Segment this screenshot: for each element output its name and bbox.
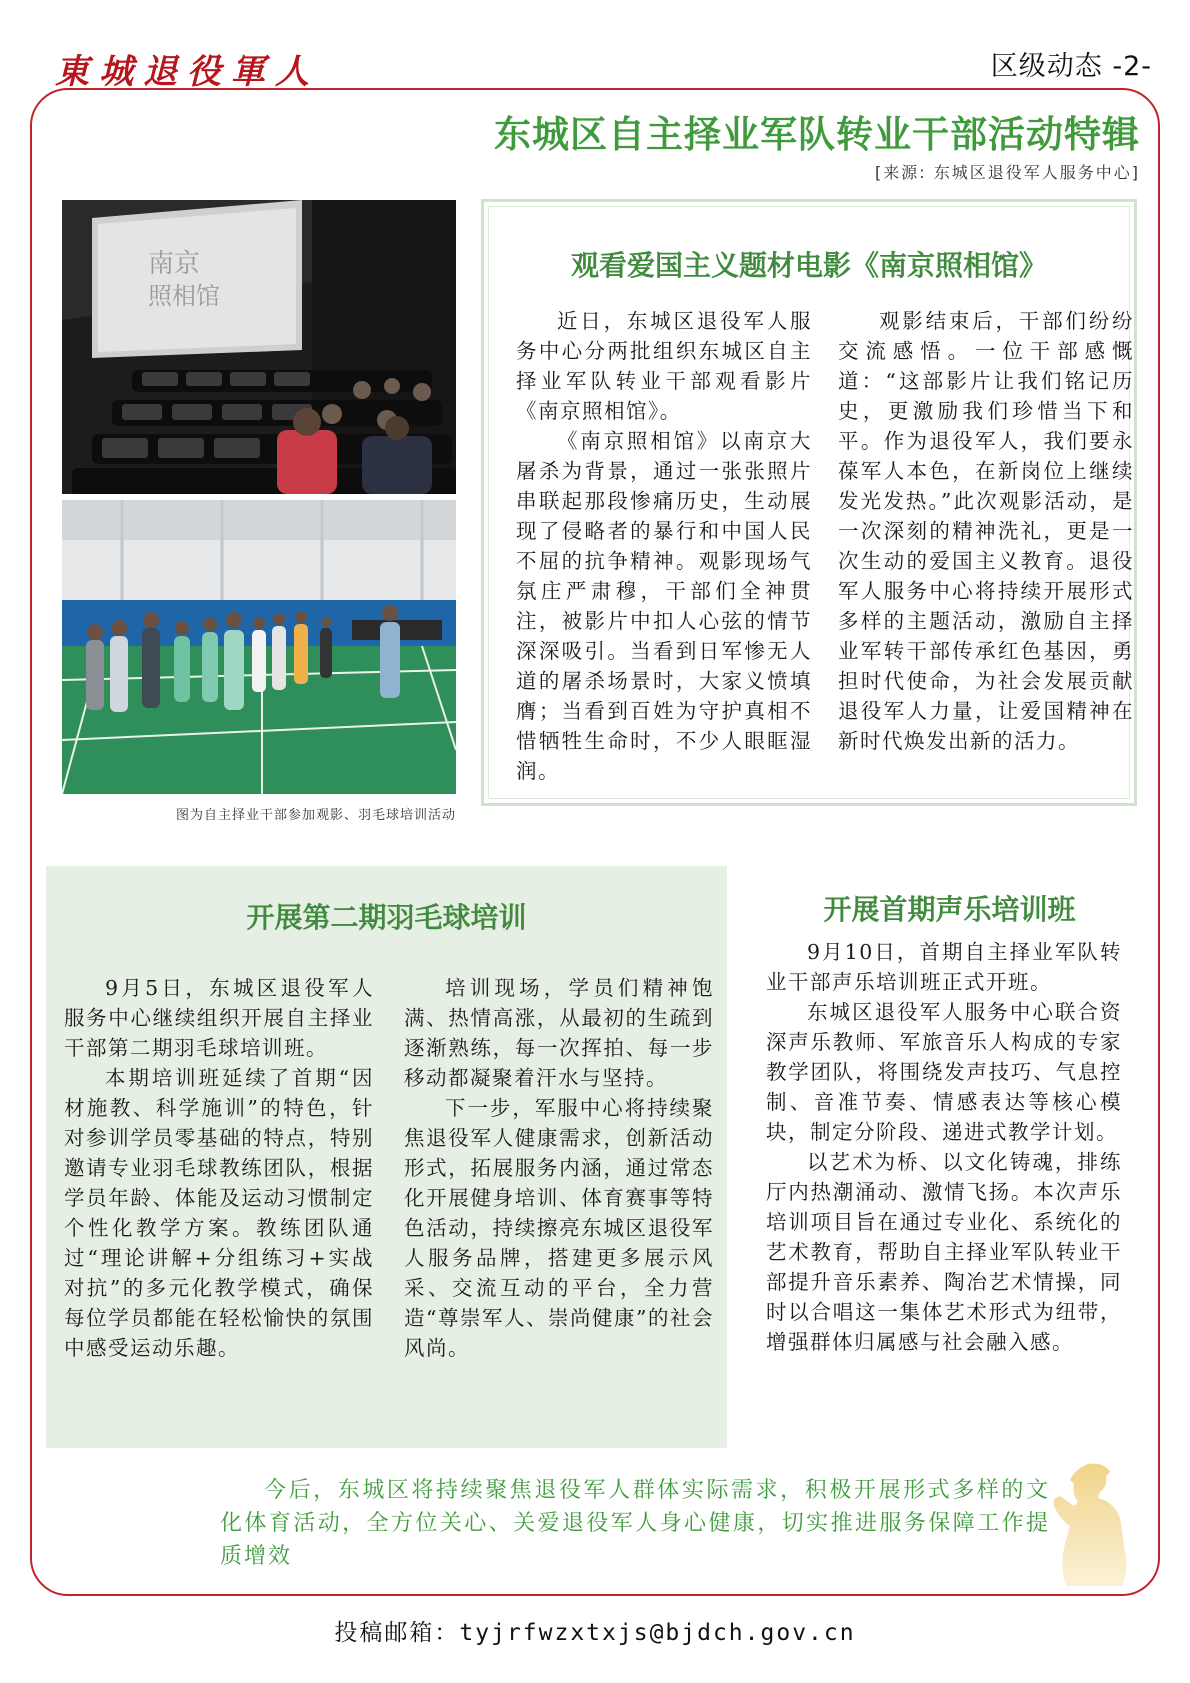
movie-column-2 [838,306,1134,756]
badminton-article [46,866,727,1448]
masthead-logo: 東城退役軍人 [55,52,319,92]
vocal-article-body [766,937,1122,1357]
badminton-column-1 [64,973,374,1363]
closing-statement [220,1474,1050,1573]
paragraph: 东城区退役军人服务中心联合资深声乐教师、军旅音乐人构成的专家教学团队，将围绕发声技巧、气息控制、音准节奏、情感表达等核心模块，制定分阶段、递进式教学计划。 [766,1000,1122,1144]
paragraph: 近日，东城区退役军人服务中心分两批组织东城区自主择业军队转业干部观看影片《南京照相馆》。 [516,309,812,423]
vocal-article-title: 开展首期声乐培训班 [823,893,1076,926]
paragraph: 以艺术为桥、以文化铸魂，排练厅内热潮涌动、激情飞扬。本次声乐培训项目旨在通过专业化、系统化的艺术教育，帮助自主择业军队转业干部提升音乐素养、陶冶艺术情操，同时以合唱这一集体艺术形式为纽带，增强群体归属感与社会融入感。 [766,1150,1122,1354]
movie-article-title: 观看爱国主义题材电影《南京照相馆》 [570,249,1047,282]
paragraph: 9月10日，首期自主择业军队转业干部声乐培训班正式开班。 [766,940,1122,994]
submission-email[interactable]: 投稿邮箱：tyjrfwzxtxjs@bjdch.gov.cn [334,1620,856,1646]
badminton-photo [62,500,456,794]
feature-title: 东城区自主择业军队转业干部活动特辑 [494,113,1140,156]
paragraph: 本期培训班延续了首期“因材施教、科学施训”的特色，针对参训学员零基础的特点，特别邀请专业羽毛球教练团队，根据学员年龄、体能及运动习惯制定个性化教学方案。教练团队通过“理论讲解+分组练习+实战对抗”的多元化教学模式，确保每位学员都能在轻松愉快的氛围中感受运动乐趣。 [64,1066,374,1360]
badminton-article-title: 开展第二期羽毛球培训 [246,901,527,934]
movie-article [481,199,1137,806]
movie-column-1 [516,306,812,786]
paragraph: 培训现场，学员们精神饱满、热情高涨，从最初的生疏到逐渐熟练，每一次挥拍、每一步移动都凝聚着汗水与坚持。 [404,976,714,1090]
screen-title-line1: 南京 [148,249,201,279]
paragraph: 9月5日，东城区退役军人服务中心继续组织开展自主择业干部第二期羽毛球培训班。 [64,976,374,1060]
paragraph: 下一步，军服中心将持续聚焦退役军人健康需求，创新活动形式，拓展服务内涵，通过常态化开展健身培训、体育赛事等特色活动，持续擦亮东城区退役军人服务品牌，搭建更多展示风采、交流互动的平台，全力营造“尊崇军人、崇尚健康”的社会风尚。 [404,1096,714,1360]
paragraph: 观影结束后，干部们纷纷交流感悟。一位干部感慨道：“这部影片让我们铭记历史，更激励我们珍惜当下和平。作为退役军人，我们要永葆军人本色，在新岗位上继续发光发热。”此次观影活动，是一次深刻的精神洗礼，更是一次生动的爱国主义教育。退役军人服务中心将持续开展形式多样的主题活动，激励自主择业军转干部传承红色基因，勇担时代使命，为社会发展贡献退役军人力量，让爱国精神在新时代焕发出新的活力。 [838,309,1134,753]
badminton-column-2 [404,973,714,1363]
photo-caption: 图为自主择业干部参加观影、羽毛球培训活动 [175,808,456,823]
closing-text: 今后，东城区将持续聚焦退役军人群体实际需求，积极开展形式多样的文化体育活动，全方位关心、关爱退役军人身心健康，切实推进服务保障工作提质增效 [220,1478,1050,1569]
cinema-photo [62,200,456,494]
saluting-soldier-icon [1048,1458,1138,1586]
paragraph: 《南京照相馆》以南京大屠杀为背景，通过一张张照片串联起那段惨痛历史，生动展现了侵略者的暴行和中国人民不屈的抗争精神。观影现场气氛庄严肃穆，干部们全神贯注，被影片中扣人心弦的情节深深吸引。当看到日军惨无人道的屠杀场景时，大家义愤填膺；当看到百姓为守护真相不惜牺牲生命时，不少人眼眶湿润。 [516,429,812,783]
page-label: 区级动态 -2- [990,51,1152,82]
screen-title-line2: 照相馆 [148,282,220,310]
source-line: [来源: 东城区退役军人服务中心] [875,163,1140,182]
